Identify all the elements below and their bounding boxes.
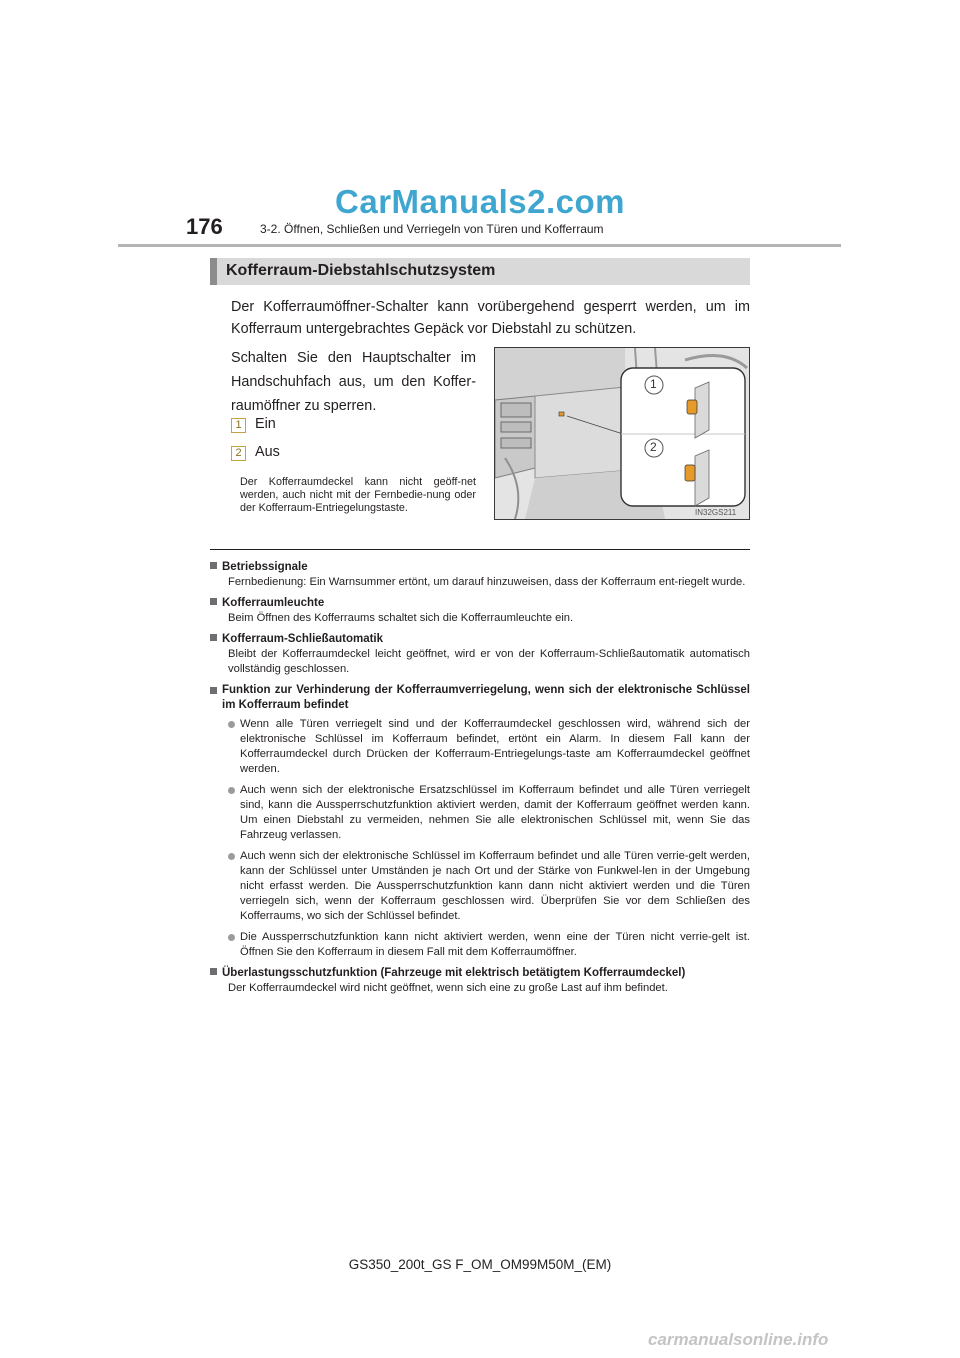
figure-callout-1: 1 — [650, 377, 657, 391]
bullet-dot-icon — [228, 787, 235, 794]
note-aussperrschutz — [210, 683, 750, 960]
section-divider — [210, 549, 750, 550]
note-square-icon — [210, 562, 217, 569]
bullet-text: Auch wenn sich der elektronische Ersatzschlüssel im Kofferraum befindet und alle Türen verriegelt sind, kann die Aussperrschutzfunktion aktiviert werden, damit der Kofferraum geöffnet werden kann. Um einen Diebstahl zu vermeiden, nehmen Sie alle elektronischen Schlüssel mit, wenn Sie das Fahrzeug verlassen. — [240, 784, 750, 841]
bullet-dot-icon — [228, 934, 235, 941]
note-body: Beim Öffnen des Kofferraums schaltet sich die Kofferraumleuchte ein. — [228, 612, 574, 624]
bullet-text: Wenn alle Türen verriegelt sind und der Kofferraumdeckel geschlossen wird, während sich der elektronische Schlüssel im Kofferraum befindet, ertönt ein Alarm. In diesem Fall kann der Kofferraumdeckel durch Drücken der Kofferraum-Entriegelungs-taste am Kofferraumdeckel geöffnet werden. — [240, 718, 750, 775]
note-bullets — [228, 717, 750, 960]
note-body: Der Kofferraumdeckel wird nicht geöffnet, wenn sich eine zu große Last auf ihm befindet. — [228, 982, 668, 994]
section-intro: Der Kofferraumöffner-Schalter kann vorübergehend gesperrt werden, um im Kofferraum untergebrachtes Gepäck vor Diebstahl zu schützen. — [231, 299, 750, 337]
list-item — [228, 930, 750, 960]
note-heading: Betriebssignale — [222, 561, 308, 573]
page-number: 176 — [186, 214, 223, 239]
note-heading: Überlastungsschutzfunktion (Fahrzeuge mit elektrisch betätigtem Kofferraumdeckel) — [222, 967, 686, 979]
bullet-text: Auch wenn sich der elektronische Schlüssel im Kofferraum befindet und alle Türen verrie-gelt werden, kann der Schlüssel unter Umständen je nach Ort und der Stärke von Funkwel-len in der Umgebung nicht erfasst werden. Die Aussperrschutzfunktion kann dann nicht aktiviert werden und die Türen verriegeln sich, wenn der Kofferraum geschlossen wird. Überprüfen Sie vor dem Schließen des Kofferraums, wo sich der Schlüssel befindet. — [240, 850, 750, 922]
note-body: Fernbedienung: Ein Warnsummer ertönt, um darauf hinzuweisen, dass der Kofferraum ent-riegelt wurde. — [228, 576, 746, 588]
note-heading: Kofferraumleuchte — [222, 597, 325, 609]
note-heading: Kofferraum-Schließautomatik — [222, 633, 384, 645]
note-square-icon — [210, 598, 217, 605]
figure-callout-2: 2 — [650, 440, 657, 454]
note-square-icon — [210, 968, 217, 975]
glovebox-switch-figure — [494, 347, 750, 520]
note-square-icon — [210, 687, 217, 694]
note-square-icon — [210, 634, 217, 641]
switch-on-position — [687, 400, 697, 414]
notes-block — [210, 560, 750, 996]
switch-off-position — [685, 465, 695, 481]
section-lead-text: Schalten Sie den Hauptschalter im Handschuhfach aus, um den Koffer-raumöffner zu sperren. — [231, 350, 476, 414]
option-label-off: Aus — [255, 444, 280, 460]
header-divider — [118, 244, 841, 247]
zoom-callout-frame — [621, 368, 745, 506]
note-ueberlastungsschutz — [210, 966, 750, 996]
watermark-carmanuals2: CarManuals2.com — [335, 183, 625, 220]
list-item — [228, 783, 750, 843]
figure-code: IN32GS211 — [695, 508, 737, 517]
bullet-text: Die Aussperrschutzfunktion kann nicht aktiviert werden, wenn eine der Türen nicht verrie-gelt ist. Öffnen Sie den Kofferraum in diesem Fall mit dem Kofferraumöffner. — [240, 931, 750, 958]
switch-location-marker — [559, 412, 564, 416]
note-schliessautomatik — [210, 632, 750, 677]
option-badge-2: 2 — [231, 446, 246, 461]
chapter-title: 3-2. Öffnen, Schließen und Verriegeln von Türen und Kofferraum — [260, 222, 604, 236]
list-item — [228, 717, 750, 777]
note-body: Bleibt der Kofferraumdeckel leicht geöffnet, wird er von der Kofferraum-Schließautomatik automatisch vollständig geschlossen. — [228, 648, 750, 675]
option-badge-1: 1 — [231, 418, 246, 433]
option-label-on: Ein — [255, 416, 276, 432]
note-heading: Funktion zur Verhinderung der Kofferraumverriegelung, wenn sich der elektronische Schlüssel im Kofferraum befindet — [222, 684, 750, 711]
list-item — [228, 849, 750, 924]
dashboard-illustration — [495, 348, 749, 519]
watermark-carmanualsonline: carmanualsonline.info — [648, 1330, 829, 1349]
note-betriebssignale — [210, 560, 750, 590]
note-kofferraumleuchte — [210, 596, 750, 626]
bullet-dot-icon — [228, 853, 235, 860]
section-title: Kofferraum-Diebstahlschutzsystem — [226, 262, 496, 279]
manual-id: GS350_200t_GS F_OM_OM99M50M_(EM) — [348, 1257, 612, 1272]
bullet-dot-icon — [228, 721, 235, 728]
option-off-note: Der Kofferraumdeckel kann nicht geöff-net werden, auch nicht mit der Fernbedie-nung oder der Kofferraum-Entriegelungstaste. — [240, 476, 476, 514]
